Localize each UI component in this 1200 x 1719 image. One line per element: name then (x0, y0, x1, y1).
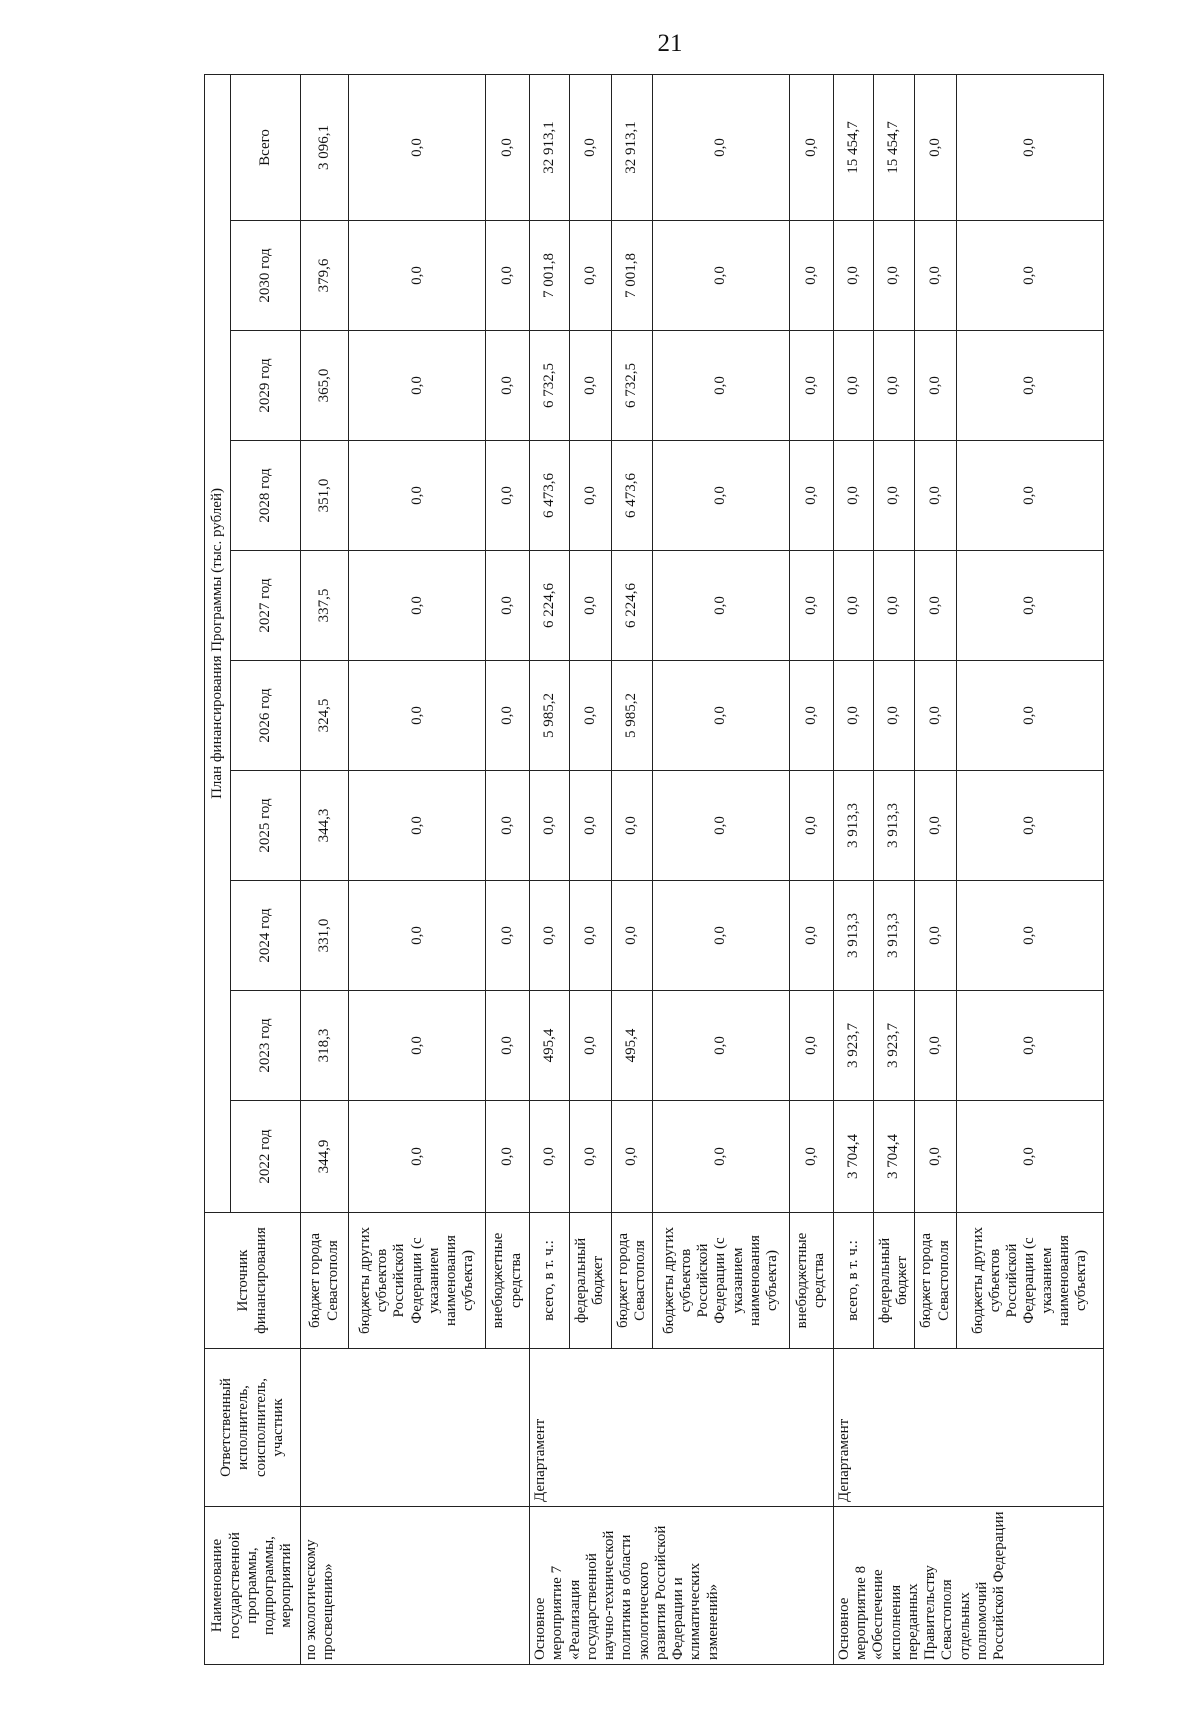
financing-source: всего, в т. ч.: (833, 1213, 873, 1349)
total-value: 0,0 (915, 74, 957, 220)
year-value: 0,0 (530, 881, 570, 991)
year-value: 0,0 (653, 331, 790, 441)
total-value: 0,0 (570, 74, 612, 220)
year-value: 0,0 (956, 991, 1103, 1101)
header-year: 2027 год (231, 551, 301, 661)
year-value: 0,0 (789, 551, 833, 661)
year-value: 331,0 (301, 881, 349, 991)
year-value: 0,0 (833, 661, 873, 771)
year-value: 0,0 (873, 661, 915, 771)
year-value: 0,0 (956, 1101, 1103, 1213)
year-value: 0,0 (915, 771, 957, 881)
year-value: 351,0 (301, 441, 349, 551)
responsible-executor: Департамент (530, 1349, 834, 1507)
year-value: 0,0 (570, 221, 612, 331)
year-value: 365,0 (301, 331, 349, 441)
financing-source: федеральный бюджет (873, 1213, 915, 1349)
header-plan: План финансирования Программы (тыс. рублей) (205, 74, 231, 1212)
header-year: 2029 год (231, 331, 301, 441)
financing-source: внебюджетные средства (789, 1213, 833, 1349)
year-value: 0,0 (915, 991, 957, 1101)
year-value: 0,0 (956, 771, 1103, 881)
rotated-table-container (204, 85, 1104, 1665)
total-value: 0,0 (485, 74, 529, 220)
year-value: 0,0 (349, 331, 486, 441)
header-year: 2030 год (231, 221, 301, 331)
year-value: 0,0 (349, 221, 486, 331)
total-value: 3 096,1 (301, 74, 349, 220)
total-value: 0,0 (653, 74, 790, 220)
year-value: 0,0 (485, 771, 529, 881)
year-value: 0,0 (349, 441, 486, 551)
year-value: 0,0 (570, 881, 612, 991)
year-value: 0,0 (915, 221, 957, 331)
header-total: Всего (231, 74, 301, 220)
year-value: 3 704,4 (833, 1101, 873, 1213)
year-value: 3 913,3 (873, 881, 915, 991)
header-year: 2025 год (231, 771, 301, 881)
year-value: 0,0 (653, 221, 790, 331)
total-value: 32 913,1 (530, 74, 570, 220)
year-value: 7 001,8 (530, 221, 570, 331)
year-value: 0,0 (789, 881, 833, 991)
header-year: 2023 год (231, 991, 301, 1101)
year-value: 5 985,2 (611, 661, 653, 771)
year-value: 0,0 (653, 661, 790, 771)
year-value: 344,9 (301, 1101, 349, 1213)
year-value: 0,0 (570, 331, 612, 441)
year-value: 0,0 (349, 551, 486, 661)
year-value: 6 224,6 (530, 551, 570, 661)
year-value: 0,0 (956, 221, 1103, 331)
year-value: 0,0 (570, 991, 612, 1101)
header-name: Наименование государственной программы, подпрограммы, мероприятий (205, 1507, 301, 1665)
year-value: 0,0 (873, 221, 915, 331)
year-value: 0,0 (653, 881, 790, 991)
year-value: 3 913,3 (833, 771, 873, 881)
year-value: 495,4 (530, 991, 570, 1101)
year-value: 0,0 (570, 1101, 612, 1213)
year-value: 0,0 (833, 331, 873, 441)
year-value: 0,0 (956, 441, 1103, 551)
year-value: 0,0 (570, 551, 612, 661)
rotated-table-wrapper (204, 85, 1104, 1665)
header-year: 2028 год (231, 441, 301, 551)
header-source: Источник финансирования (205, 1213, 301, 1349)
year-value: 379,6 (301, 221, 349, 331)
year-value: 0,0 (956, 551, 1103, 661)
financing-source: всего, в т. ч.: (530, 1213, 570, 1349)
year-value: 0,0 (789, 991, 833, 1101)
year-value: 3 923,7 (833, 991, 873, 1101)
year-value: 0,0 (653, 991, 790, 1101)
year-value: 0,0 (485, 331, 529, 441)
year-value: 0,0 (485, 991, 529, 1101)
year-value: 0,0 (349, 1101, 486, 1213)
year-value: 0,0 (653, 1101, 790, 1213)
year-value: 6 224,6 (611, 551, 653, 661)
activity-name: Основное мероприятие 8 «Обеспечение исполнения переданных Правительству Севастополя отдельных полномочий Российской Федерации (833, 1507, 1103, 1665)
year-value: 0,0 (611, 1101, 653, 1213)
year-value: 6 732,5 (611, 331, 653, 441)
year-value: 0,0 (485, 441, 529, 551)
activity-name: по экологическому просвещению» (301, 1507, 530, 1665)
activity-name: Основное мероприятие 7 «Реализация государственной научно-технической политики в области экологического развития Российской Федерации и климатических изменений» (530, 1507, 834, 1665)
year-value: 0,0 (570, 771, 612, 881)
year-value: 0,0 (789, 661, 833, 771)
financing-source: внебюджетные средства (485, 1213, 529, 1349)
total-value: 32 913,1 (611, 74, 653, 220)
total-value: 15 454,7 (873, 74, 915, 220)
year-value: 0,0 (570, 441, 612, 551)
total-value: 15 454,7 (833, 74, 873, 220)
year-value: 6 732,5 (530, 331, 570, 441)
year-value: 0,0 (956, 881, 1103, 991)
year-value: 6 473,6 (530, 441, 570, 551)
year-value: 337,5 (301, 551, 349, 661)
table-body (301, 74, 1104, 1664)
financing-source: бюджеты других субъектов Российской Федерации (с указанием наименования субъекта) (349, 1213, 486, 1349)
year-value: 3 923,7 (873, 991, 915, 1101)
financing-source: федеральный бюджет (570, 1213, 612, 1349)
financing-source: бюджет города Севастополя (915, 1213, 957, 1349)
year-value: 0,0 (349, 771, 486, 881)
year-value: 0,0 (873, 551, 915, 661)
year-value: 0,0 (611, 771, 653, 881)
table-row (301, 74, 349, 1664)
year-value: 324,5 (301, 661, 349, 771)
year-value: 3 913,3 (833, 881, 873, 991)
year-value: 0,0 (611, 881, 653, 991)
year-value: 3 704,4 (873, 1101, 915, 1213)
year-value: 0,0 (833, 441, 873, 551)
financing-table (204, 74, 1104, 1665)
year-value: 0,0 (915, 881, 957, 991)
year-value: 0,0 (349, 881, 486, 991)
total-value: 0,0 (789, 74, 833, 220)
total-value: 0,0 (956, 74, 1103, 220)
header-year: 2022 год (231, 1101, 301, 1213)
year-value: 344,3 (301, 771, 349, 881)
year-value: 0,0 (833, 221, 873, 331)
total-value: 0,0 (349, 74, 486, 220)
year-value: 6 473,6 (611, 441, 653, 551)
year-value: 0,0 (915, 661, 957, 771)
year-value: 0,0 (873, 331, 915, 441)
year-value: 0,0 (485, 661, 529, 771)
year-value: 5 985,2 (530, 661, 570, 771)
year-value: 0,0 (873, 441, 915, 551)
header-year: 2024 год (231, 881, 301, 991)
financing-source: бюджет города Севастополя (611, 1213, 653, 1349)
year-value: 7 001,8 (611, 221, 653, 331)
header-responsible: Ответственный исполнитель, соисполнитель, участник (205, 1349, 301, 1507)
year-value: 0,0 (915, 551, 957, 661)
year-value: 0,0 (915, 441, 957, 551)
financing-source: бюджет города Севастополя (301, 1213, 349, 1349)
table-row (530, 74, 570, 1664)
year-value: 0,0 (530, 771, 570, 881)
year-value: 0,0 (349, 661, 486, 771)
year-value: 0,0 (915, 331, 957, 441)
year-value: 495,4 (611, 991, 653, 1101)
responsible-executor (301, 1349, 530, 1507)
table-row (833, 74, 873, 1664)
year-value: 0,0 (789, 331, 833, 441)
header-year: 2026 год (231, 661, 301, 771)
year-value: 0,0 (653, 771, 790, 881)
year-value: 0,0 (349, 991, 486, 1101)
year-value: 0,0 (789, 1101, 833, 1213)
year-value: 0,0 (956, 661, 1103, 771)
year-value: 0,0 (915, 1101, 957, 1213)
year-value: 0,0 (833, 551, 873, 661)
year-value: 0,0 (653, 551, 790, 661)
year-value: 0,0 (653, 441, 790, 551)
year-value: 318,3 (301, 991, 349, 1101)
financing-source: бюджеты других субъектов Российской Федерации (с указанием наименования субъекта) (653, 1213, 790, 1349)
year-value: 0,0 (789, 771, 833, 881)
page-number: 21 (657, 30, 683, 57)
year-value: 0,0 (570, 661, 612, 771)
year-value: 0,0 (485, 551, 529, 661)
year-value: 3 913,3 (873, 771, 915, 881)
financing-source: бюджеты других субъектов Российской Федерации (с указанием наименования субъекта) (956, 1213, 1103, 1349)
year-value: 0,0 (789, 221, 833, 331)
year-value: 0,0 (485, 1101, 529, 1213)
year-value: 0,0 (485, 881, 529, 991)
year-value: 0,0 (530, 1101, 570, 1213)
year-value: 0,0 (956, 331, 1103, 441)
year-value: 0,0 (789, 441, 833, 551)
responsible-executor: Департамент (833, 1349, 1103, 1507)
year-value: 0,0 (485, 221, 529, 331)
